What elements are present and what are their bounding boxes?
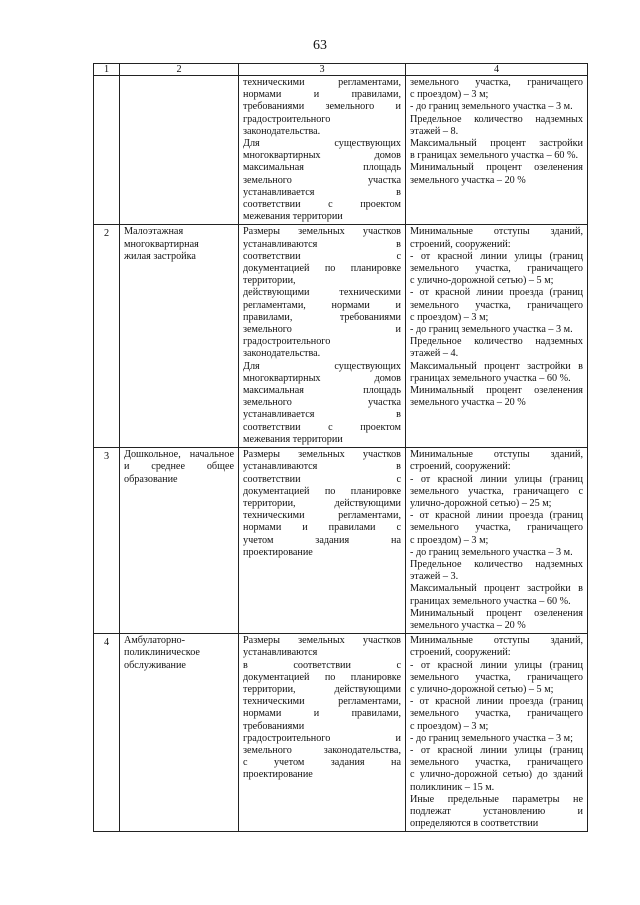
text-line: поликлиник – 15 м. xyxy=(410,781,495,793)
text-line: с улично-дорожной сетью) – 5 м; xyxy=(410,683,554,695)
text-line: Минимальные отступы зданий, xyxy=(410,449,583,461)
text-line: требованиями земельного и xyxy=(243,101,401,113)
zone-name-cell xyxy=(120,634,239,832)
text-line: этажей – 8. xyxy=(410,125,459,137)
text-line: Для существующих xyxy=(243,360,401,372)
text-line: законодательства. xyxy=(243,125,321,137)
text-line: градостроительного xyxy=(243,113,331,125)
text-line: с проездом) – 3 м; xyxy=(410,534,489,546)
text-line: техническими регламентами, xyxy=(243,77,401,88)
parameters-cell xyxy=(406,225,588,448)
text-line: устанавливаются xyxy=(243,647,318,659)
zone-name-cell xyxy=(120,225,239,448)
text-line: земельного участка, граничащего xyxy=(410,671,583,683)
text-line: земельного и xyxy=(243,324,401,336)
text-line: - от красной линии улицы (границ xyxy=(410,744,583,756)
text-line: градостроительного xyxy=(243,336,331,348)
text-line: требованиями xyxy=(243,720,305,732)
text-line: этажей – 3. xyxy=(410,571,459,583)
text-line: строений, сооружений: xyxy=(410,238,511,250)
text-line: - до границ земельного участка – 3 м. xyxy=(410,101,573,113)
text-line: - от красной линии улицы (границ xyxy=(410,473,583,485)
table-header-row xyxy=(94,64,588,76)
text-line: Минимальный процент озеленения xyxy=(410,607,583,619)
text-line: устанавливаются в xyxy=(243,238,401,250)
text-line: земельного участка, граничащего xyxy=(410,263,583,275)
text-line: Максимальный процент застройки в xyxy=(410,583,583,595)
text-line: границах земельного участка – 60 %. xyxy=(410,372,571,384)
text-line: земельного законодательства, xyxy=(243,744,401,756)
text-line: в соответствии с xyxy=(243,659,401,671)
text-line: земельного участка, граничащего xyxy=(410,708,583,720)
table-row xyxy=(94,448,588,634)
row-number: 3 xyxy=(94,448,120,634)
text-line: земельного участка, граничащего xyxy=(410,299,583,311)
text-line: территории, xyxy=(243,275,296,287)
text-line: земельного участка, граничащего с xyxy=(410,485,583,497)
header-cell: 3 xyxy=(239,64,406,76)
text-line: Максимальный процент застройки в xyxy=(410,360,583,372)
text-line: документацией по планировке xyxy=(243,485,401,497)
parameters-cell xyxy=(406,76,588,225)
text-line: документацией по планировке xyxy=(243,263,401,275)
text-line: земельного участка xyxy=(243,397,401,409)
text-line: максимальная площадь xyxy=(243,385,401,397)
text-line: максимальная площадь xyxy=(243,162,401,174)
text-line: территории, действующими xyxy=(243,497,401,509)
text-line: соответствии с xyxy=(243,473,401,485)
text-line: с проездом) – 3 м; xyxy=(410,720,489,732)
text-line: Размеры земельных участков xyxy=(243,449,401,461)
text-line: - до границ земельного участка – 3 м. xyxy=(410,324,573,336)
text-line: многоквартирная xyxy=(124,238,199,250)
row-number: 4 xyxy=(94,634,120,832)
text-line: учетом задания на xyxy=(243,534,401,546)
text-line: - от красной линии проезда (границ xyxy=(410,696,583,708)
text-line: определяются в соответствии xyxy=(410,818,539,830)
plot-size-cell xyxy=(239,634,406,832)
regulations-table xyxy=(93,63,588,832)
text-line: Для существующих xyxy=(243,138,401,150)
text-line: границах земельного участка – 60 %. xyxy=(410,595,571,607)
text-line: регламентами, нормами и xyxy=(243,299,401,311)
zone-name-cell xyxy=(120,448,239,634)
text-line: подлежат установлению и xyxy=(410,805,583,817)
text-line: Иные предельные параметры не xyxy=(410,793,583,805)
text-line: межевания территории xyxy=(243,433,343,445)
text-line: многоквартирных домов xyxy=(243,150,401,162)
header-cell: 2 xyxy=(120,64,239,76)
plot-size-cell xyxy=(239,448,406,634)
text-line: - от красной линии улицы (границ xyxy=(410,250,583,262)
text-line: поликлиническое xyxy=(124,647,200,659)
text-line: с улично-дорожной сетью) – 5 м; xyxy=(410,275,554,287)
text-line: - от красной линии проезда (границ xyxy=(410,510,583,522)
text-line: нормами и правилами с xyxy=(243,522,401,534)
text-line: Предельное количество надземных xyxy=(410,113,583,125)
text-line: межевания территории xyxy=(243,211,343,223)
text-line: Минимальные отступы зданий, xyxy=(410,226,583,238)
text-line: устанавливается в xyxy=(243,186,401,198)
text-line: соответствии с xyxy=(243,250,401,262)
text-line: Минимальный процент озеленения xyxy=(410,162,583,174)
text-line: образование xyxy=(124,473,178,485)
text-line: правилами, требованиями xyxy=(243,311,401,323)
text-line: с учетом задания на xyxy=(243,757,401,769)
plot-size-cell xyxy=(239,225,406,448)
text-line: этажей – 4. xyxy=(410,348,459,360)
text-line: градостроительного и xyxy=(243,732,401,744)
table-row xyxy=(94,634,588,832)
text-line: территории, действующими xyxy=(243,683,401,695)
text-line: Предельное количество надземных xyxy=(410,336,583,348)
text-line: и среднее общее xyxy=(124,461,234,473)
text-line: земельного участка, граничащего xyxy=(410,77,583,88)
page-number: 63 xyxy=(313,38,327,53)
text-line: земельного участка, граничащего xyxy=(410,522,583,534)
table-row xyxy=(94,225,588,448)
text-line: Предельное количество надземных xyxy=(410,558,583,570)
table-row xyxy=(94,76,588,225)
text-line: строений, сооружений: xyxy=(410,647,511,659)
text-line: земельного участка – 20 % xyxy=(410,174,526,186)
text-line: с проездом) – 3 м; xyxy=(410,311,489,323)
text-line: с улично-дорожной сетью) до зданий xyxy=(410,769,583,781)
text-line: документацией по планировке xyxy=(243,671,401,683)
row-number: 2 xyxy=(94,225,120,448)
text-line: техническими регламентами, xyxy=(243,510,401,522)
text-line: - до границ земельного участка – 3 м; xyxy=(410,732,573,744)
text-line: Максимальный процент застройки xyxy=(410,138,583,150)
parameters-cell xyxy=(406,448,588,634)
text-line: строений, сооружений: xyxy=(410,461,511,473)
text-line: Малоэтажная xyxy=(124,226,184,238)
zone-name-cell xyxy=(120,76,239,225)
parameters-cell xyxy=(406,634,588,832)
text-line: земельного участка, граничащего xyxy=(410,757,583,769)
text-line: устанавливается в xyxy=(243,409,401,421)
text-line: земельного участка xyxy=(243,174,401,186)
header-cell: 4 xyxy=(406,64,588,76)
text-line: Размеры земельных участков xyxy=(243,226,401,238)
text-line: проектирование xyxy=(243,546,313,558)
text-line: действующими техническими xyxy=(243,287,401,299)
text-line: устанавливаются в xyxy=(243,461,401,473)
text-line: жилая застройка xyxy=(124,250,196,262)
header-cell: 1 xyxy=(94,64,120,76)
text-line: земельного участка – 20 % xyxy=(410,397,526,409)
text-line: Минимальные отступы зданий, xyxy=(410,635,583,647)
text-line: земельного участка – 20 % xyxy=(410,619,526,631)
text-line: - до границ земельного участка – 3 м. xyxy=(410,546,573,558)
text-line: нормами и правилами, xyxy=(243,708,401,720)
text-line: техническими регламентами, xyxy=(243,696,401,708)
text-line: Размеры земельных участков xyxy=(243,635,401,647)
text-line: проектирование xyxy=(243,769,313,781)
text-line: многоквартирных домов xyxy=(243,372,401,384)
text-line: законодательства. xyxy=(243,348,321,360)
text-line: нормами и правилами, xyxy=(243,89,401,101)
row-number xyxy=(94,76,120,225)
text-line: Минимальный процент озеленения xyxy=(410,385,583,397)
text-line: Амбулаторно- xyxy=(124,635,186,647)
text-line: с проездом) – 3 м; xyxy=(410,89,489,101)
text-line: в границах земельного участка – 60 %. xyxy=(410,150,579,162)
text-line: - от красной линии улицы (границ xyxy=(410,659,583,671)
plot-size-cell xyxy=(239,76,406,225)
text-line: соответствии с проектом xyxy=(243,199,401,211)
text-line: соответствии с проектом xyxy=(243,421,401,433)
text-line: - от красной линии проезда (границ xyxy=(410,287,583,299)
text-line: обслуживание xyxy=(124,659,186,671)
text-line: Дошкольное, начальное xyxy=(124,449,234,461)
text-line: улично-дорожной сетью) – 25 м; xyxy=(410,497,552,509)
